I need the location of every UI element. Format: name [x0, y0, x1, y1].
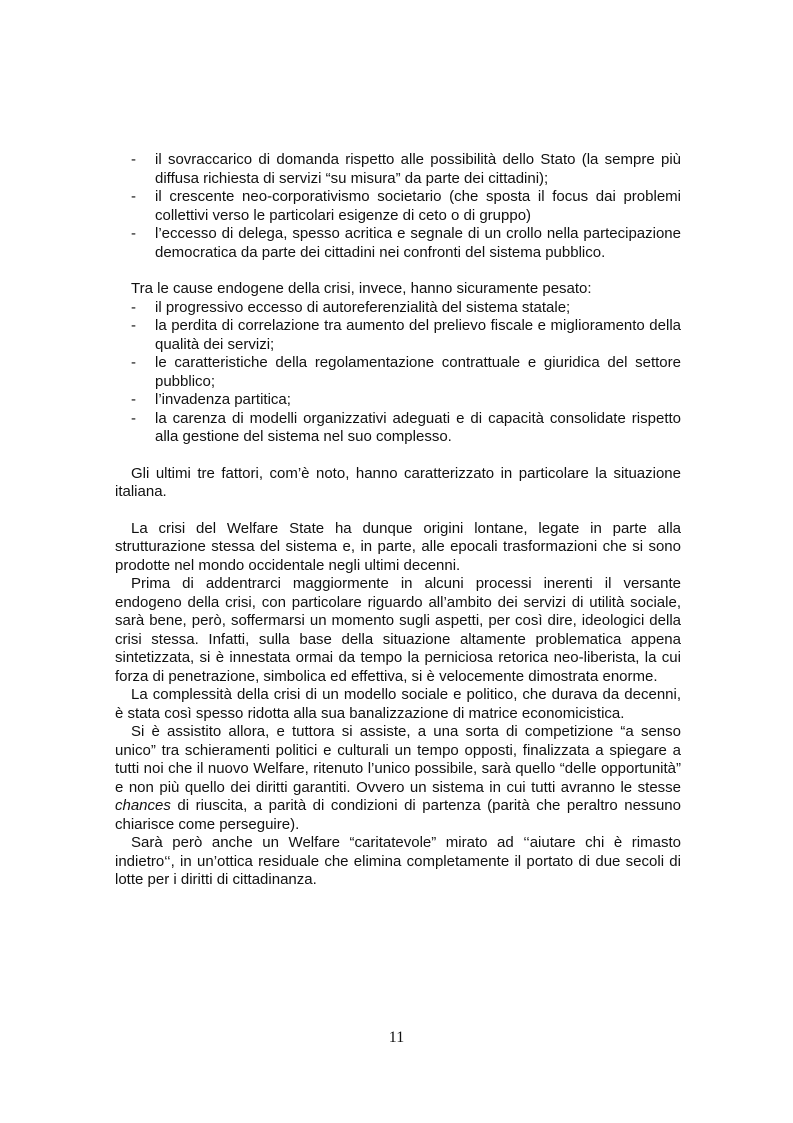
list-dash: -: [131, 151, 136, 168]
list-item: [115, 410, 681, 447]
list-item: [115, 354, 681, 391]
list-dash: -: [131, 391, 136, 408]
endogenous-causes-list: [115, 299, 681, 447]
paragraph: La crisi del Welfare State ha dunque origini lontane, legate in parte alla strutturazione stessa del sistema e, in parte, alle epocali trasformazioni che si sono prodotte nel mondo occidentale negli ultimi decenni.: [115, 519, 681, 574]
list-item-text: l’eccesso di delega, spesso acritica e segnale di un crollo nella partecipazione democratica da parte dei cittadini nei confronti del sistema pubblico.: [155, 225, 681, 261]
list-dash: -: [131, 317, 136, 334]
paragraph-text: Si è assistito allora, e tuttora si assiste, a una sorta di competizione “a senso unico” tra schieramenti politici e culturali un tempo opposti, finalizzata a spiegare a tutti noi che il nuovo Welfare, ritenuto l’unico possibile, sarà quello “delle opportunità” e non più quello dei diritti garantiti. Ovvero un sistema in cui tutti avranno le stesse: [115, 723, 681, 796]
list-item-text: il sovraccarico di domanda rispetto alle possibilità dello Stato (la sempre più diffusa richiesta di servizi “su misura” da parte dei cittadini);: [155, 151, 681, 187]
list-item-text: la perdita di correlazione tra aumento del prelievo fiscale e miglioramento della qualità dei servizi;: [155, 317, 681, 353]
list-item-text: il progressivo eccesso di autoreferenzialità del sistema statale;: [155, 298, 571, 316]
list-item: [115, 225, 681, 262]
spacer: [115, 447, 681, 465]
external-causes-list: [115, 151, 681, 262]
list-item: [115, 391, 681, 410]
list-dash: -: [131, 188, 136, 205]
list-item-text: le caratteristiche della regolamentazione contrattuale e giuridica del settore pubblico;: [155, 354, 681, 390]
paragraph: La complessità della crisi di un modello sociale e politico, che durava da decenni, è stata così spesso ridotta alla sua banalizzazione di matrice economicistica.: [115, 686, 681, 722]
list-item-text: il crescente neo-corporativismo societario (che sposta il focus dai problemi collettivi verso le particolari esigenze di ceto o di gruppo): [155, 188, 681, 224]
list-item-text: l’invadenza partitica;: [155, 391, 291, 408]
italic-term: chances: [115, 797, 171, 814]
list-dash: -: [131, 298, 136, 316]
paragraph: Prima di addentrarci maggiormente in alcuni processi inerenti il versante endogeno della crisi, con particolare riguardo all’ambito dei servizi di utilità sociale, sarà bene, però, soffermarsi un momento sugli aspetti, per così dire, ideologici della crisi stessa. Infatti, sulla base della situazione altamente problematica appena sintetizzata, si è innestata ormai da tempo la perniciosa retorica neo-liberista, la cui forza di penetrazione, simbolica ed effettiva, si è velocemente dimostrata enorme.: [115, 575, 681, 685]
paragraph: Sarà però anche un Welfare “caritatevole” mirato ad ‘‘aiutare chi è rimasto indietro‘‘, in un’ottica residuale che elimina completamente il portato di due secoli di lotte per i diritti di cittadinanza.: [115, 834, 681, 888]
paragraph-text: di riuscita, a parità di condizioni di partenza (parità che peraltro nessuno chiarisce come perseguire).: [115, 797, 681, 833]
spacer: [115, 502, 681, 520]
endogenous-causes-intro: Tra le cause endogene della crisi, invece, hanno sicuramente pesato:: [131, 280, 592, 297]
spacer: [115, 262, 681, 280]
paragraph: [115, 723, 681, 834]
page-body: [115, 151, 681, 890]
list-item: [115, 317, 681, 354]
list-dash: -: [131, 354, 136, 371]
list-item: [115, 299, 681, 318]
list-dash: -: [131, 225, 136, 242]
page-number: 11: [388, 1029, 405, 1046]
list-item: [115, 188, 681, 225]
list-item: [115, 151, 681, 188]
list-item-text: la carenza di modelli organizzativi adeguati e di capacità consolidate rispetto alla gestione del sistema nel suo complesso.: [155, 409, 681, 445]
list-dash: -: [131, 409, 136, 427]
paragraph: Gli ultimi tre fattori, com’è noto, hanno caratterizzato in particolare la situazione italiana.: [115, 464, 681, 500]
